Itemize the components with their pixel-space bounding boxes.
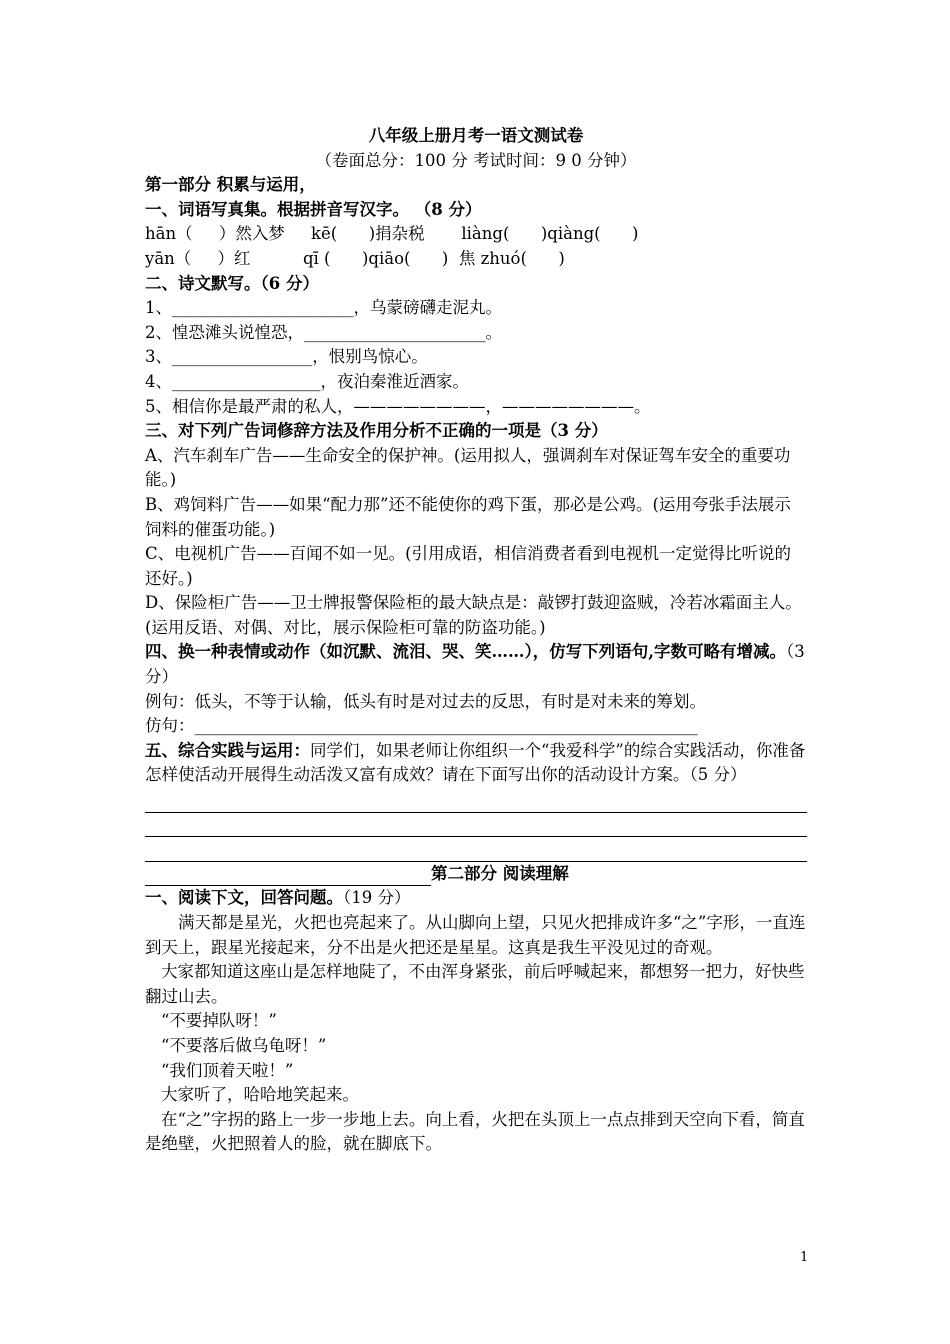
- q4-score: （3 分）: [145, 642, 805, 687]
- part2-heading-row: [145, 862, 807, 887]
- exam-subtitle: （卷面总分：100 分 考试时间：9 0 分钟）: [315, 150, 637, 170]
- reading-paragraph-3: “不要掉队呀！”: [161, 1011, 277, 1031]
- q3-option-a: A、汽车刹车广告——生命安全的保护神。(运用拟人，强调刹车对保证驾车安全的重要功能。): [145, 445, 791, 490]
- reading-paragraph-4: “不要落后做乌龟呀！”: [161, 1035, 327, 1055]
- part2-heading-rule: [145, 862, 431, 887]
- part2-heading: 第二部分 阅读理解: [431, 863, 569, 883]
- q1-heading: 一、词语写真集。根据拼音写汉字。 （8 分）: [145, 199, 482, 219]
- q2-line-1: 1、______________________，乌蒙磅礴走泥丸。: [145, 298, 502, 318]
- reading-paragraph-2: 大家都知道这座山是怎样地陡了，不由浑身紧张，前后呼喊起来，都想努一把力，好快些翻过山去。: [145, 962, 805, 1006]
- q5-heading: 五、综合实践与运用：: [145, 740, 310, 760]
- p2-q1-heading: 一、阅读下文，回答问题。: [145, 888, 343, 908]
- q1-pinyin-row-2: yān（ ）红 qī ( )qiāo( ) 焦 zhuó( ): [145, 248, 565, 268]
- q4-example: 例句：低头，不等于认输，低头有时是对过去的反思，有时是对未来的筹划。: [145, 691, 706, 711]
- q2-line-4: 4、__________________，夜泊秦淮近酒家。: [145, 371, 469, 391]
- q2-line-3: 3、_________________，恨别鸟惊心。: [145, 347, 428, 367]
- q2-line-2: 2、惶恐滩头说惶恐，______________________。: [145, 322, 502, 342]
- page-number: 1: [800, 1250, 809, 1265]
- q5-body: 同学们，如果老师让你组织一个“我爱科学”的综合实践活动，你准备怎样使活动开展得生动活泼又富有成效？请在下面写出你的活动设计方案。（5 分）: [145, 740, 806, 785]
- q4-heading: 四、换一种表情或动作（如沉默、流泪、哭、笑……），仿写下列语句,字数可略有增减。: [145, 642, 786, 662]
- p2-q1-block: [145, 886, 807, 911]
- q4-block: [145, 640, 807, 689]
- q5-block: [145, 739, 807, 788]
- exam-title: 八年级上册月考一语文测试卷: [368, 126, 584, 145]
- reading-paragraph-6: 大家听了，哈哈地笑起来。: [161, 1085, 359, 1105]
- answer-line-2[interactable]: [145, 813, 807, 838]
- q2-line-5: 5、相信你是最严肃的私人，————————，————————。: [145, 396, 651, 416]
- q1-pinyin-row-1: hān（ ）然入梦 kē( )捐杂税 liàng( )qiàng( ): [145, 224, 639, 244]
- q3-option-c: C、电视机广告——百闻不如一见。(引用成语，相信消费者看到电视机一定觉得比听说的还好。): [145, 544, 792, 588]
- reading-paragraph-5: “我们顶着天啦！”: [161, 1060, 294, 1080]
- q3-option-d: D、保险柜广告——卫士牌报警保险柜的最大缺点是：敲锣打鼓迎盗贼，冷若冰霜面主人。(运用反语、对偶、对比，展示保险柜可靠的防盗功能。): [145, 593, 802, 637]
- p2-q1-score: （19 分）: [343, 888, 411, 908]
- reading-paragraph-7: 在“之”字拐的路上一步一步地上去。向上看，火把在头顶上一点点排到天空向下看，简直是绝壁，火把照着人的脸，就在脚底下。: [145, 1109, 805, 1154]
- answer-line-3[interactable]: [145, 837, 807, 862]
- exam-content: [145, 124, 807, 1157]
- q3-heading: 三、对下列广告词修辞方法及作用分析不正确的一项是（3 分）: [145, 421, 608, 441]
- reading-paragraph-1: 满天都是星光，火把也亮起来了。从山脚向上望，只见火把排成许多“之”字形，一直连到天上，跟星光接起来，分不出是火把还是星星。这真是我生平没见过的奇观。: [145, 913, 806, 957]
- q4-imitate-line: 仿句：_____________________________________________________________: [145, 716, 698, 736]
- q3-option-b: B、鸡饲料广告——如果“配力那”还不能使你的鸡下蛋，那必是公鸡。(运用夸张手法展示饲料的催蛋功能。): [145, 494, 791, 539]
- q2-heading: 二、诗文默写。（6 分）: [145, 273, 319, 293]
- answer-line-1[interactable]: [145, 788, 807, 813]
- part1-heading: 第一部分 积累与运用，: [145, 175, 316, 195]
